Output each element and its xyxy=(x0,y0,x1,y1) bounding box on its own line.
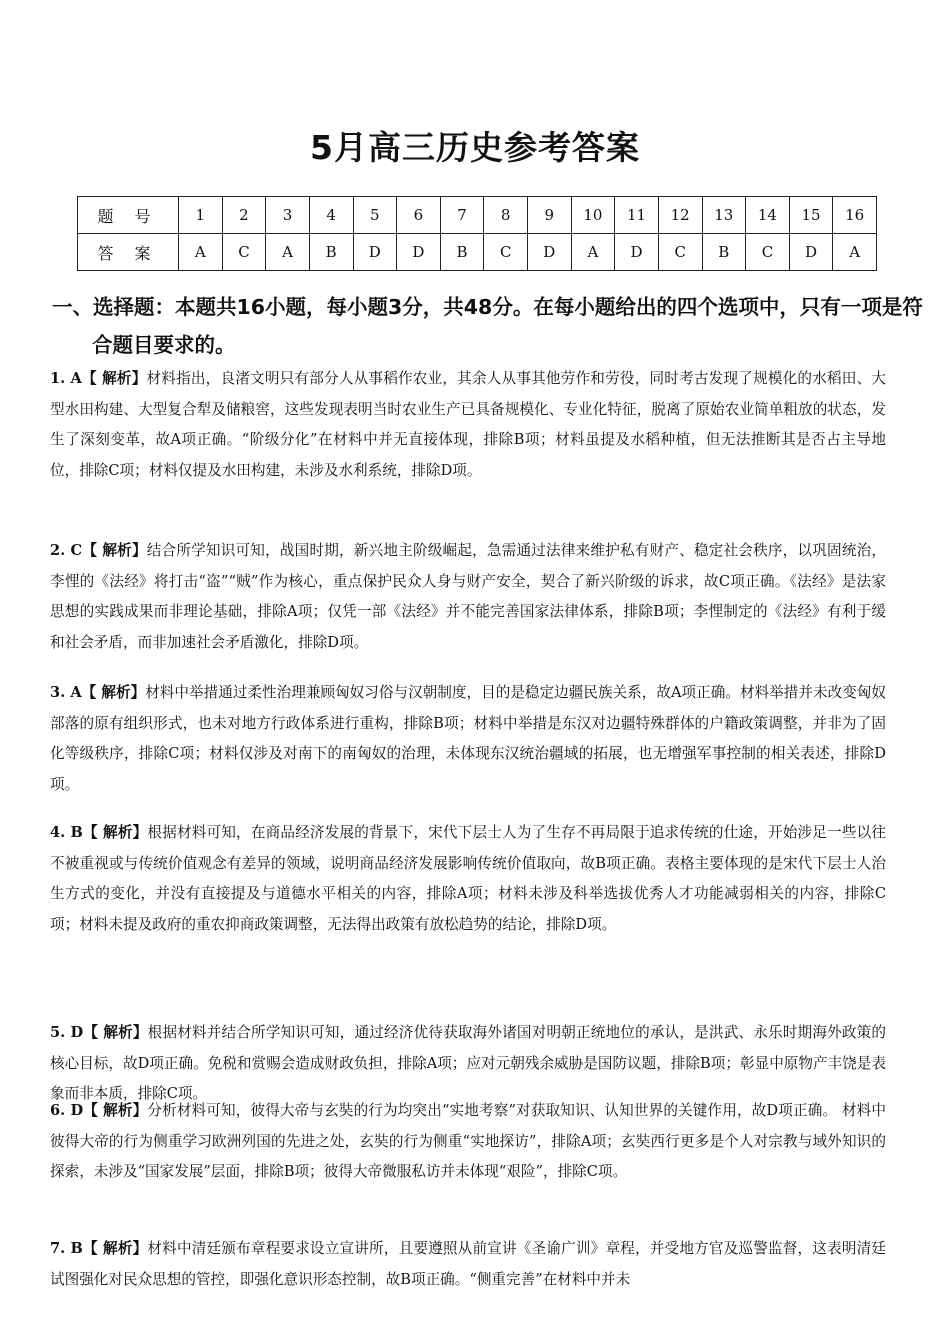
question-number-cell: 3 xyxy=(266,197,310,234)
question-number-cell: 12 xyxy=(658,197,702,234)
answer-cell: C xyxy=(222,234,266,271)
answer-cell: A xyxy=(266,234,310,271)
answer-row xyxy=(78,234,877,271)
question-number-row xyxy=(78,197,877,234)
answer-item-7 xyxy=(50,1234,886,1295)
question-number-cell: 1 xyxy=(179,197,223,234)
answer-label: 5. D【 解析】 xyxy=(50,1024,148,1041)
answer-label: 1. A【 解析】 xyxy=(50,370,147,387)
question-number-cell: 8 xyxy=(484,197,528,234)
answer-text: 分析材料可知，彼得大帝与玄奘的行为均突出“实地考察”对获取知识、认知世界的关键作用，故D项正确。 材料中彼得大帝的行为侧重学习欧洲列国的先进之处，玄奘的行为侧重“实地探访”，排除A项；玄奘西行更多是个人对宗教与域外知识的探索，未涉及“国家发展”层面，排除B项；彼得大帝微服私访并未体现“艰险”，排除C项。 xyxy=(50,1102,886,1180)
answer-text: 材料中举措通过柔性治理兼顾匈奴习俗与汉朝制度，目的是稳定边疆民族关系，故A项正确。材料举措并未改变匈奴部落的原有组织形式，也未对地方行政体系进行重构，排除B项；材料中举措是东汉对边疆特殊群体的户籍政策调整，并非为了固化等级秩序，排除C项；材料仅涉及对南下的南匈奴的治理，未体现东汉统治疆域的拓展，也无增强军事控制的相关表述，排除D项。 xyxy=(50,684,886,793)
answer-cell: C xyxy=(746,234,790,271)
answer-text: 材料中清廷颁布章程要求设立宣讲所，且要遵照从前宣讲《圣谕广训》章程，并受地方官及巡警监督，这表明清廷试图强化对民众思想的管控，即强化意识形态控制，故B项正确。“侧重完善”在材料中并未 xyxy=(50,1240,886,1288)
question-number-cell: 10 xyxy=(571,197,615,234)
answer-cell: A xyxy=(571,234,615,271)
answer-label: 3. A【 解析】 xyxy=(50,684,146,701)
answer-item-4 xyxy=(50,818,886,940)
answer-cell: D xyxy=(615,234,659,271)
answer-cell: B xyxy=(309,234,353,271)
answer-item-1 xyxy=(50,364,886,486)
answer-label: 7. B【 解析】 xyxy=(50,1240,148,1257)
page-title: 5月高三历史参考答案 xyxy=(310,128,640,167)
answer-cell: C xyxy=(658,234,702,271)
question-number-cell: 13 xyxy=(702,197,746,234)
answer-item-6 xyxy=(50,1096,886,1188)
answer-cell: A xyxy=(833,234,877,271)
answer-text: 根据材料并结合所学知识可知，通过经济优待获取海外诸国对明朝正统地位的承认，是洪武、永乐时期海外政策的核心目标，故D项正确。免税和赏赐会造成财政负担，排除A项；应对元朝残余威胁是国防议题，排除B项；彰显中原物产丰饶是表象而非本质，排除C项。 xyxy=(50,1024,886,1102)
answer-cell: D xyxy=(397,234,441,271)
answer-text: 根据材料可知，在商品经济发展的背景下，宋代下层士人为了生存不再局限于追求传统的仕途，开始涉足一些以往不被重视或与传统价值观念有差异的领域，说明商品经济发展影响传统价值取向，故B项正确。表格主要体现的是宋代下层士人治生方式的变化，并没有直接提及与道德水平相关的内容，排除A项；材料未涉及科举选拔优秀人才功能减弱相关的内容，排除C项；材料未提及政府的重农抑商政策调整，无法得出政策有放松趋势的结论，排除D项。 xyxy=(50,824,886,933)
question-number-cell: 9 xyxy=(528,197,572,234)
answer-label: 2. C【 解析】 xyxy=(50,542,147,559)
answer-cell: A xyxy=(179,234,223,271)
question-number-cell: 4 xyxy=(309,197,353,234)
question-number-cell: 2 xyxy=(222,197,266,234)
question-number-cell: 5 xyxy=(353,197,397,234)
answer-cell: D xyxy=(353,234,397,271)
row-label-answer: 答 案 xyxy=(78,234,179,271)
answer-cell: C xyxy=(484,234,528,271)
question-number-cell: 11 xyxy=(615,197,659,234)
row-label-question-number: 题 号 xyxy=(78,197,179,234)
answer-text: 结合所学知识可知，战国时期，新兴地主阶级崛起，急需通过法律来维护私有财产、稳定社会秩序，以巩固统治，李悝的《法经》将打击“盗”“贼”作为核心，重点保护民众人身与财产安全，契合了新兴阶级的诉求，故C项正确。《法经》是法家思想的实践成果而非理论基础，排除A项；仅凭一部《法经》并不能完善国家法律体系，排除B项；李悝制定的《法经》有利于缓和社会矛盾，而非加速社会矛盾激化，排除D项。 xyxy=(50,542,887,651)
question-number-cell: 7 xyxy=(440,197,484,234)
answer-cell: B xyxy=(440,234,484,271)
answer-cell: B xyxy=(702,234,746,271)
answer-cell: D xyxy=(528,234,572,271)
answer-item-2 xyxy=(50,536,886,658)
question-number-cell: 14 xyxy=(746,197,790,234)
answer-item-3 xyxy=(50,678,886,800)
answer-text: 材料指出，良渚文明只有部分人从事稻作农业，其余人从事其他劳作和劳役，同时考古发现了规模化的水稻田、大型水田构建、大型复合犁及储粮窖，这些发现表明当时农业生产已具备规模化、专业化特征，脱离了原始农业简单粗放的状态，发生了深刻变革，故A项正确。“阶级分化”在材料中并无直接体现，排除B项；材料虽提及水稻种植，但无法推断其是否占主导地位，排除C项；材料仅提及水田构建，未涉及水利系统，排除D项。 xyxy=(50,370,886,479)
question-number-cell: 15 xyxy=(789,197,833,234)
answer-cell: D xyxy=(789,234,833,271)
answer-label: 6. D【 解析】 xyxy=(50,1102,148,1119)
question-number-cell: 6 xyxy=(397,197,441,234)
question-number-cell: 16 xyxy=(833,197,877,234)
section-heading: 一、选择题：本题共16小题，每小题3分，共48分。在每小题给出的四个选项中，只有一项是符合题目要求的。 xyxy=(52,295,923,357)
answer-table xyxy=(77,196,877,271)
answer-label: 4. B【 解析】 xyxy=(50,824,148,841)
